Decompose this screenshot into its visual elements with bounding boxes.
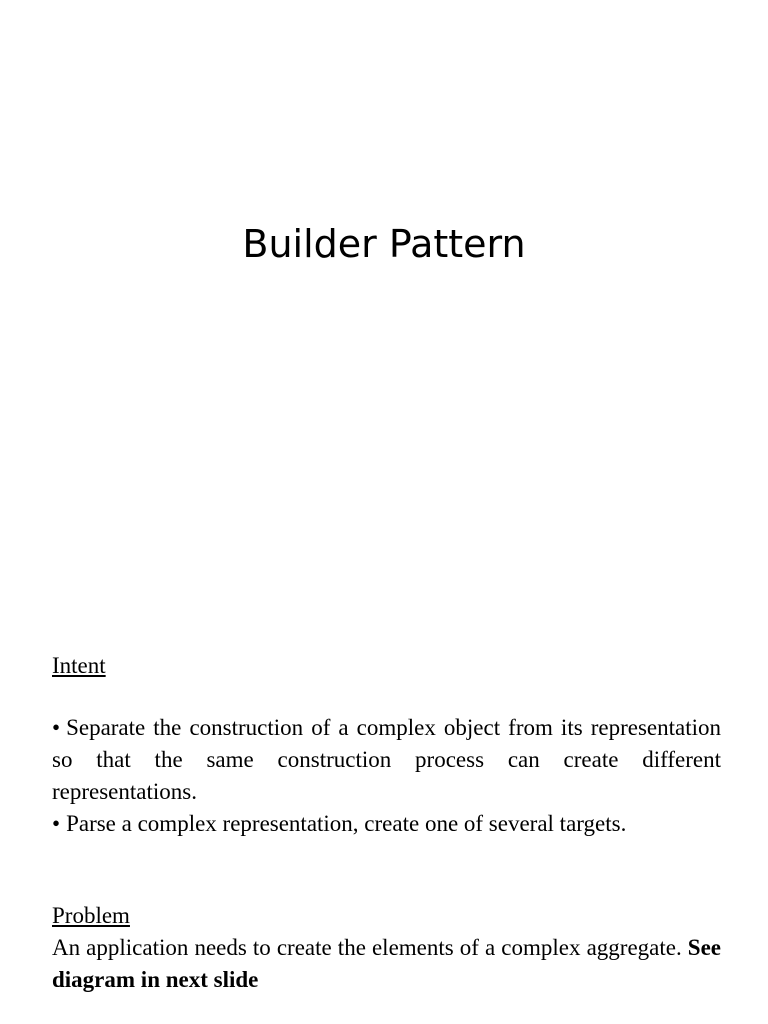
intent-heading: Intent	[52, 653, 106, 678]
problem-heading: Problem	[52, 903, 130, 928]
problem-paragraph	[52, 932, 721, 996]
problem-text: An application needs to create the elements of a complex aggregate.	[52, 935, 682, 960]
problem-emphasis: See diagram in next slide	[52, 935, 722, 992]
bullet-icon: •	[52, 811, 61, 836]
intent-bullet-2-text: Parse a complex representation, create one of several targets.	[66, 811, 627, 836]
slide-body	[52, 650, 721, 996]
intent-bullet-2	[52, 808, 721, 840]
intent-bullet-1-text: Separate the construction of a complex object from its representation so that the same construction process can create different representations.	[52, 715, 721, 804]
intent-bullet-1	[52, 712, 721, 808]
bullet-icon: •	[52, 715, 61, 740]
slide-title: Builder Pattern	[242, 222, 526, 266]
